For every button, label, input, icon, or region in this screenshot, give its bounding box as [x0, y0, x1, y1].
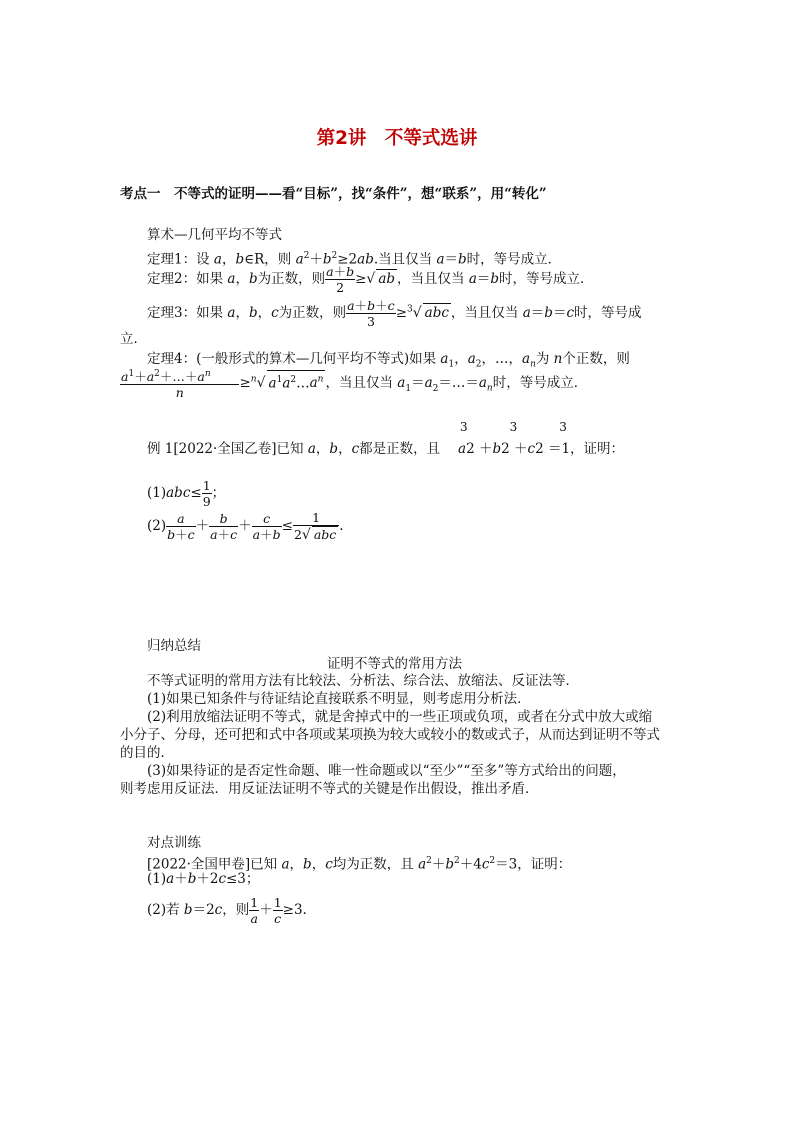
practice-source: [2022·全国甲卷]已知	[147, 856, 278, 873]
example-1-exponents: 3 3 3	[460, 420, 567, 434]
example-1-part-1: (1)abc≤ $\frac{1}{9}$ ；	[147, 478, 226, 509]
example-1-stem: 例 1[2022·全国乙卷]已知 a，b，c都是正数，且	[147, 441, 441, 457]
theorem-4-formula: $\frac{a^1+a^2+\dots+a^n}{n}$ ≥$^n$√ $a^1a^2\dots a^n$ ，当且仅当 $a_1=a_2=\dots=a_n$时，等号成立．	[121, 369, 588, 401]
theorem-3-end: 立．	[120, 331, 147, 347]
practice-part-2: (2)若 b＝2c，则 $\frac{1}{a}$ ＋ $\frac{1}{c}$ ≥3.	[147, 895, 307, 926]
theorem-4: 定理4：(一般形式的算术—几何平均不等式)如果 $a_1$，$a_2$，…，$a_n$为 n个正数，则	[147, 351, 630, 370]
practice-part-1: (1)a＋b＋2c≤3；	[147, 871, 260, 887]
summary-point-1: (1)如果已知条件与待证结论直接联系不明显，则考虑用分析法．	[147, 691, 531, 707]
theorem-3: 定理3：如果 a，b，c为正数，则 $\frac{a+b+c}{3}$ ≥$^3$√ abc ，当且仅当 a＝b＝c时，等号成	[147, 298, 642, 329]
summary-intro: 不等式证明的常用方法有比较法、分析法、综合法、放缩法、反证法等．	[147, 673, 579, 689]
summary-heading: 归纳总结	[147, 638, 201, 654]
theorem-1-label: 定理1：	[147, 251, 197, 268]
summary-point-3-line-2: 则考虑用反证法．用反证法证明不等式的关键是作出假设，推出矛盾．	[120, 781, 539, 797]
section-heading: 考点一 不等式的证明——看“目标”，找“条件”，想“联系”，用“转化”	[120, 186, 547, 202]
theorem-4-label: 定理4：	[147, 351, 197, 367]
practice-heading: 对点训练	[147, 835, 201, 851]
example-1-label: 例 1[2022·全国乙卷]已知	[147, 441, 304, 457]
example-1-part-2: (2) $\frac{a}{b+c}$ ＋ $\frac{b}{a+c}$ ＋ $\frac{c}{a+b}$ ≤ $\frac{1}{\text{2√ abc}}$ .	[147, 510, 344, 543]
practice-stem: [2022·全国甲卷]已知 a，b，c均为正数，且 $a^2+b^2+4c^2=3$，证明：	[147, 856, 572, 873]
summary-point-2-line-1: (2)利用放缩法证明不等式，就是舍掉式中的一些正项或负项，或者在分式中放大或缩	[147, 709, 653, 725]
example-1-cond: 都是正数，且	[359, 441, 441, 457]
theorem-3-label: 定理3：	[147, 305, 197, 321]
theorem-2: 定理2：如果 a，b为正数，则 $\frac{a+b}{2}$ ≥√ ab ，当且仅当 a＝b时，等号成立．	[147, 264, 594, 295]
example-1-condition: a2 ＋b2 ＋c2 ＝1，证明：	[458, 441, 625, 457]
sub-title: 算术—几何平均不等式	[147, 227, 282, 243]
summary-title: 证明不等式的常用方法	[327, 656, 462, 672]
summary-point-2-line-2: 小分子、分母，还可把和式中各项或某项换为较大或较小的数或式子，从而达到证明不等式	[120, 727, 660, 743]
summary-point-3-line-1: (3)如果待证的是否定性命题、唯一性命题或以“至少”“至多”等方式给出的问题，	[147, 763, 626, 779]
page-title: 第2讲 不等式选讲	[316, 128, 478, 149]
summary-point-2-line-3: 的目的．	[120, 745, 174, 761]
theorem-2-label: 定理2：	[147, 271, 197, 287]
theorem-1: 定理1：设 a，b∈R，则 $a^2+b^2\ge 2ab$.当且仅当 a＝b时，等号成立．	[147, 251, 562, 268]
